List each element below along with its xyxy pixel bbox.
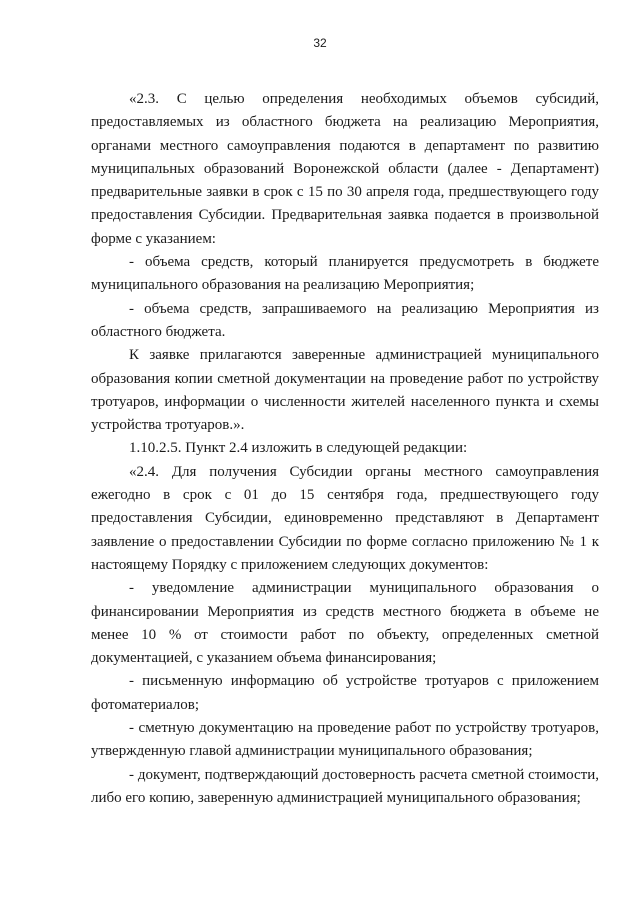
list-item-requested-volume: - объема средств, запрашиваемого на реализацию Мероприятия из областного бюджета.: [91, 300, 599, 340]
document-body: [91, 88, 599, 810]
paragraph-attachments: К заявке прилагаются заверенные администрацией муниципального образования копии сметной документации на проведение работ по устройству тротуаров, информации о численности жителей населенного пункта и схемы устройства тротуаров.».: [91, 347, 599, 434]
list-item-written-info: - письменную информацию об устройстве тротуаров с приложением фотоматериалов;: [91, 673, 599, 713]
list-item-budget-volume: - объема средств, который планируется предусмотреть в бюджете муниципального образования на реализацию Мероприятия;: [91, 254, 599, 294]
paragraph-2-4: «2.4. Для получения Субсидии органы местного самоуправления ежегодно в срок с 01 до 15 сентября года, предшествующего году предоставления Субсидии, единовременно представляют в Департамент заявление о предоставлении Субсидии по форме согласно приложению № 1 к настоящему Порядку с приложением следующих документов:: [91, 463, 599, 573]
paragraph-1-10-2-5: 1.10.2.5. Пункт 2.4 изложить в следующей редакции:: [129, 440, 468, 457]
list-item-estimate-docs: - сметную документацию на проведение работ по устройству тротуаров, утвержденную главой администрации муниципального образования;: [91, 720, 599, 760]
list-item-notification: - уведомление администрации муниципального образования о финансировании Мероприятия из средств местного бюджета в объеме не менее 10 % от стоимости работ по объекту, определенных сметной документацией, с указанием объема финансирования;: [91, 580, 599, 667]
paragraph-2-3: «2.3. С целью определения необходимых объемов субсидий, предоставляемых из областного бюджета на реализацию Мероприятия, органами местного самоуправления подаются в департамент по развитию муниципальных образований Воронежской области (далее - Департамент) предварительные заявки в срок с 15 по 30 апреля года, предшествующего году предоставления Субсидии. Предварительная заявка подается в произвольной форме с указанием:: [91, 91, 599, 247]
list-item-confirmation-doc: - документ, подтверждающий достоверность расчета сметной стоимости, либо его копию, заверенную администрацией муниципального образования;: [91, 766, 599, 806]
page-number: 32: [313, 36, 327, 50]
